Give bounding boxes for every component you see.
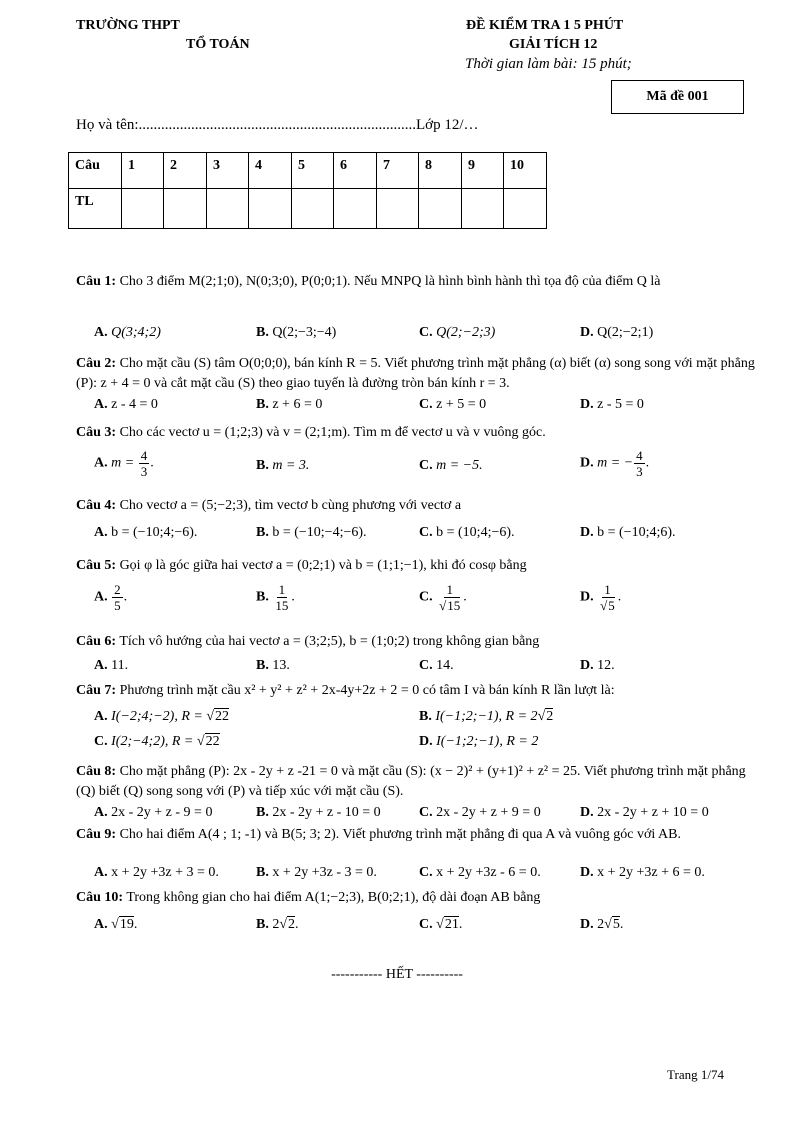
question-text: Cho vectơ a = (5;−2;3), tìm vectơ b cùng phương với vectơ a: [119, 498, 462, 513]
answer-cell[interactable]: [334, 189, 377, 229]
answer-cell[interactable]: [292, 189, 334, 229]
answer-table-header-row: [69, 153, 547, 189]
question-9: [76, 825, 760, 845]
option-1d: D. Q(2;−2;1): [580, 325, 654, 340]
option-7a: A. I(−2;4;−2), R = √22: [94, 709, 230, 724]
answer-cell[interactable]: [419, 189, 462, 229]
page-number: Trang 1/74: [667, 1067, 724, 1082]
option-1c: C. Q(2;−2;3): [419, 325, 496, 340]
option-5d: D. $\frac{1}{√5}$ .: [580, 582, 622, 613]
option-2b: B. z + 6 = 0: [256, 397, 323, 412]
question-text: Gọi φ là góc giữa hai vectơ a = (0;2;1) và b = (1;1;−1), khi đó cosφ bằng: [119, 558, 527, 573]
question-text: Cho các vectơ u = (1;2;3) và v = (2;1;m). Tìm m để vectơ u và v vuông góc.: [119, 425, 546, 440]
question-label: Câu 1:: [76, 274, 117, 289]
student-info-line: Họ và tên:..........................................................................Lớp 12/…: [76, 117, 479, 133]
answer-cell[interactable]: [377, 189, 419, 229]
question-text: Phương trình mặt cầu x² + y² + z² + 2x-4y+2z + 2 = 0 có tâm I và bán kính R lần lượt là:: [119, 683, 615, 698]
end-marker: ----------- HẾT ----------: [331, 967, 463, 982]
school-name: TRƯỜNG THPT: [76, 18, 180, 33]
answer-number: 7: [377, 153, 419, 189]
option-5b: B. $\frac{1}{15}$ .: [256, 582, 295, 613]
option-5a: A. $\frac{2}{5}$ .: [94, 582, 128, 613]
option-10d: D. 2√5.: [580, 917, 624, 932]
question-text: Cho mặt phẳng (P): 2x - 2y + z -21 = 0 và mặt cầu (S): (x − 2)² + (y+1)² + z² = 25. Viết phương trình mặt phẳng (Q) biết (Q) song song với (P) và tiếp xúc với mặt cầu (S).: [76, 764, 746, 799]
question-text: Cho mặt cầu (S) tâm O(0;0;0), bán kính R = 5. Viết phương trình mặt phẳng (α) biết (α) song song với mặt phẳng (P): z + 4 = 0 và cắt mặt cầu (S) theo giao tuyến là đường tròn bán kính r = 3.: [76, 356, 755, 391]
option-6a: A. 11.: [94, 658, 129, 673]
department-name: TỔ TOÁN: [186, 37, 250, 52]
option-8c: C. 2x - 2y + z + 9 = 0: [419, 805, 541, 820]
question-text: Trong không gian cho hai điểm A(1;−2;3), B(0;2;1), độ dài đoạn AB bằng: [126, 890, 541, 905]
option-6b: B. 13.: [256, 658, 290, 673]
option-4a: A. b = (−10;4;−6).: [94, 525, 198, 540]
option-7b: B. I(−1;2;−1), R = 2√2: [419, 709, 554, 724]
answer-cell[interactable]: [462, 189, 504, 229]
question-label: Câu 6:: [76, 634, 117, 649]
question-label: Câu 3:: [76, 425, 117, 440]
option-5c: C. $\frac{1}{√15}$ .: [419, 582, 467, 613]
option-8b: B. 2x - 2y + z - 10 = 0: [256, 805, 381, 820]
answer-cell[interactable]: [504, 189, 547, 229]
option-6c: C. 14.: [419, 658, 454, 673]
answer-number: 4: [249, 153, 292, 189]
question-text: Cho hai điểm A(4 ; 1; -1) và B(5; 3; 2). Viết phương trình mặt phẳng đi qua A và vuông góc với AB.: [119, 827, 681, 842]
question-8: [76, 762, 760, 802]
answer-number: 8: [419, 153, 462, 189]
question-label: Câu 5:: [76, 558, 117, 573]
question-3: [76, 423, 760, 443]
question-4: [76, 496, 760, 516]
option-7d: D. I(−1;2;−1), R = 2: [419, 734, 539, 749]
option-10a: A. √19.: [94, 917, 138, 932]
exam-time: Thời gian làm bài: 15 phút;: [465, 56, 632, 72]
option-1b: B. Q(2;−3;−4): [256, 325, 337, 340]
exam-code-box: [611, 80, 744, 114]
option-3c: C. m = −5.: [419, 458, 483, 473]
question-text: Tích vô hướng của hai vectơ a = (3;2;5), b = (1;0;2) trong không gian bằng: [119, 634, 540, 649]
question-label: Câu 8:: [76, 764, 117, 779]
answer-cell[interactable]: [207, 189, 249, 229]
option-8d: D. 2x - 2y + z + 10 = 0: [580, 805, 709, 820]
option-6d: D. 12.: [580, 658, 615, 673]
question-2: [76, 354, 760, 394]
answer-table-label: Câu: [69, 153, 122, 189]
question-label: Câu 4:: [76, 498, 117, 513]
option-2a: A. z - 4 = 0: [94, 397, 158, 412]
question-1: [76, 272, 760, 292]
question-label: Câu 7:: [76, 683, 117, 698]
exam-code: Mã đề 001: [646, 89, 709, 104]
option-2c: C. z + 5 = 0: [419, 397, 487, 412]
question-7: [76, 681, 760, 701]
answer-cell[interactable]: [164, 189, 207, 229]
option-4d: D. b = (−10;4;6).: [580, 525, 676, 540]
option-8a: A. 2x - 2y + z - 9 = 0: [94, 805, 213, 820]
subject-title: GIẢI TÍCH 12: [509, 37, 598, 52]
answer-number: 9: [462, 153, 504, 189]
question-5: [76, 556, 760, 576]
option-7c: C. I(2;−4;2), R = √22: [94, 734, 220, 749]
option-3b: B. m = 3.: [256, 458, 310, 473]
option-2d: D. z - 5 = 0: [580, 397, 644, 412]
option-4b: B. b = (−10;−4;−6).: [256, 525, 367, 540]
exam-title: ĐỀ KIỂM TRA 1 5 PHÚT: [466, 18, 624, 33]
answer-table-answer-row: [69, 189, 547, 229]
option-4c: C. b = (10;4;−6).: [419, 525, 515, 540]
answer-number: 2: [164, 153, 207, 189]
option-9d: D. x + 2y +3z + 6 = 0.: [580, 865, 705, 880]
question-text: Cho 3 điểm M(2;1;0), N(0;3;0), P(0;0;1). Nếu MNPQ là hình bình hành thì tọa độ của điểm Q là: [119, 274, 661, 289]
option-9c: C. x + 2y +3z - 6 = 0.: [419, 865, 541, 880]
question-label: Câu 10:: [76, 890, 124, 905]
question-label: Câu 9:: [76, 827, 117, 842]
answer-number: 3: [207, 153, 249, 189]
answer-table: [68, 152, 547, 229]
question-label: Câu 2:: [76, 356, 117, 371]
option-9a: A. x + 2y +3z + 3 = 0.: [94, 865, 219, 880]
option-10c: C. √21.: [419, 917, 463, 932]
answer-cell[interactable]: [249, 189, 292, 229]
option-10b: B. 2√2.: [256, 917, 299, 932]
option-9b: B. x + 2y +3z - 3 = 0.: [256, 865, 377, 880]
answer-number: 6: [334, 153, 377, 189]
option-3d: D. m = − $\frac{4}{3}$ .: [580, 448, 650, 479]
answer-number: 1: [122, 153, 164, 189]
answer-number: 5: [292, 153, 334, 189]
question-6: [76, 632, 760, 652]
answer-number: 10: [504, 153, 547, 189]
answer-cell[interactable]: [122, 189, 164, 229]
option-3a: A. m = $\frac{4}{3}$ .: [94, 448, 154, 479]
answer-row-label: TL: [69, 189, 122, 229]
question-10: [76, 888, 760, 908]
option-1a: A. Q(3;4;2): [94, 325, 161, 340]
